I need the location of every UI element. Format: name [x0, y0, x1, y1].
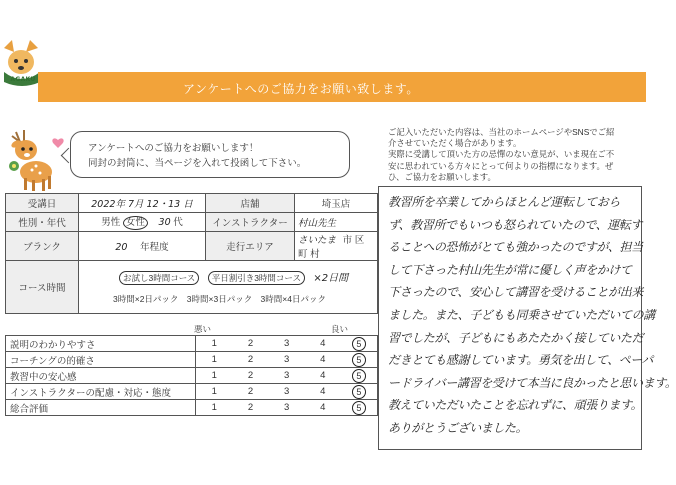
rating-value[interactable]: 3	[283, 354, 290, 365]
course-handwritten: ×2日間	[313, 273, 349, 284]
rating-option[interactable]	[305, 400, 341, 416]
gender-age-cell[interactable]	[79, 213, 206, 232]
store-label: 店舗	[206, 194, 295, 213]
notice-line: 実際に受講して頂いた方の忌憚のない意見が、いま現在ご不	[388, 149, 615, 160]
rating-option[interactable]	[269, 336, 305, 352]
info-table	[5, 193, 378, 314]
deer-mascot-icon	[2, 126, 68, 194]
date-label: 受講日	[6, 194, 79, 213]
course-cell[interactable]	[79, 261, 378, 314]
notice-line: 安に思われている方々にとって何よりの指標になります。ぜ	[388, 160, 614, 171]
notice-line: 介させていただく場合があります。	[388, 138, 522, 149]
comment-line: 教えていただいたことを忘れずに、頑張ります。	[388, 398, 643, 413]
rating-table	[5, 335, 378, 416]
scale-good-label: 良い	[331, 324, 349, 334]
comment-line: ず、教習所でもいつも怒られていたので、運転す	[388, 217, 643, 232]
notice-line: ご記入いただいた内容は、当社のホームページやSNSでご紹	[388, 127, 615, 137]
rating-option[interactable]	[341, 352, 378, 368]
blank-value[interactable]: 20	[115, 242, 128, 253]
course-trial[interactable]: お試し3時間コース	[119, 271, 199, 285]
comment-line: ードライバー講習を受けて本当に良かったと思います。	[388, 375, 676, 390]
rating-option[interactable]	[232, 400, 268, 416]
rating-label: 教習中の安心感	[6, 368, 196, 384]
comment-line: ることへの恐怖がとても強かったのですが、担当	[388, 240, 643, 255]
rating-value[interactable]: 4	[320, 338, 326, 349]
rating-value[interactable]: 4	[320, 386, 326, 397]
rating-value[interactable]: 1	[211, 338, 217, 349]
comment-line: だきとても感謝しています。勇気を出して、ペーパ	[388, 353, 654, 368]
rating-option[interactable]	[269, 400, 305, 416]
rating-value[interactable]: 2	[247, 338, 254, 349]
area-value[interactable]: さいたま	[298, 235, 337, 246]
instructor-label: インストラクター	[206, 213, 295, 232]
rating-option[interactable]	[341, 384, 378, 400]
age-value[interactable]: 30	[158, 217, 171, 228]
rating-row	[6, 336, 378, 352]
rating-option[interactable]	[232, 384, 268, 400]
rating-value[interactable]: 1	[211, 402, 217, 413]
rating-label: インストラクターの配慮・対応・態度	[6, 384, 196, 400]
rating-value[interactable]: 3	[283, 386, 290, 397]
rating-option[interactable]	[232, 336, 268, 352]
rating-option[interactable]	[232, 352, 268, 368]
notice-line: ひ、ご協力をお願いします。	[388, 171, 496, 182]
rating-value[interactable]: 2	[247, 402, 254, 413]
rating-value[interactable]: 1	[211, 370, 217, 381]
rating-value[interactable]: 1	[211, 386, 217, 397]
rating-value[interactable]: 5	[352, 385, 366, 399]
rating-value[interactable]: 1	[211, 354, 217, 365]
rating-value[interactable]: 3	[283, 402, 290, 413]
course-weekday-selected[interactable]: 平日割引き3時間コース	[208, 271, 305, 285]
comment-line: 教習所を卒業してからほとんど運転しておら	[388, 195, 621, 209]
comment-line: 下さったので、安心して講習を受けることが出来	[388, 285, 643, 300]
rating-label: コーチングの的確さ	[6, 352, 196, 368]
rating-value[interactable]: 5	[352, 369, 366, 383]
store-value: 埼玉店	[295, 194, 378, 213]
bubble-line-2: 同封の封筒に、当ページを入れて投函して下さい。	[88, 158, 307, 169]
rating-option[interactable]	[269, 352, 305, 368]
bubble-line-1: アンケートへのご協力をお願いします！	[88, 143, 259, 154]
age-unit: 代	[173, 217, 183, 228]
rating-option[interactable]	[196, 336, 233, 352]
rating-label: 説明のわかりやすさ	[6, 336, 196, 352]
rating-row	[6, 368, 378, 384]
instructor-value[interactable]: 村山先生	[295, 213, 378, 232]
gender-label: 性別・年代	[6, 213, 79, 232]
rating-value[interactable]: 3	[283, 338, 290, 349]
comment-line: して下さった村山先生が常に優しく声をかけて	[388, 262, 632, 277]
rating-value[interactable]: 5	[352, 353, 366, 367]
blank-unit: 年程度	[140, 242, 169, 253]
gender-female-selected[interactable]: 女性	[123, 216, 148, 230]
rating-option[interactable]	[341, 368, 378, 384]
rating-option[interactable]	[269, 384, 305, 400]
rating-option[interactable]	[196, 368, 233, 384]
course-options	[119, 269, 348, 285]
comment-line: 習でしたが、子どもにもあたたかく接していただ	[388, 330, 644, 345]
area-units: 市 区 町 村	[298, 235, 365, 260]
rating-value[interactable]: 4	[320, 402, 326, 413]
course-label: コース時間	[6, 261, 79, 314]
logo-text: AGAKU	[10, 76, 36, 83]
course-packs[interactable]: 3時間×2日パック 3時間×3日パック 3時間×4日パック	[113, 294, 326, 304]
area-label: 走行エリア	[206, 232, 295, 261]
rating-value[interactable]: 4	[320, 370, 326, 381]
rating-option[interactable]	[305, 336, 341, 352]
rating-option[interactable]	[269, 368, 305, 384]
rating-value[interactable]: 2	[247, 354, 254, 365]
blank-cell[interactable]	[79, 232, 206, 261]
rating-option[interactable]	[305, 352, 341, 368]
scale-bad-label: 悪い	[194, 324, 212, 334]
rating-value[interactable]: 5	[352, 337, 366, 351]
rating-value[interactable]: 3	[283, 370, 290, 381]
rating-option[interactable]	[305, 384, 341, 400]
notice-text	[388, 127, 634, 183]
rating-row	[6, 384, 378, 400]
rating-option[interactable]	[341, 336, 378, 352]
date-value[interactable]: 2022年 7月 12・13 日	[79, 194, 206, 213]
rating-value[interactable]: 2	[247, 370, 254, 381]
rating-value[interactable]: 5	[352, 401, 366, 415]
rating-option[interactable]	[196, 400, 233, 416]
rating-row	[6, 400, 378, 416]
gender-male[interactable]: 男性	[101, 217, 121, 228]
rating-option[interactable]	[196, 352, 233, 368]
rating-row	[6, 352, 378, 368]
rating-option[interactable]	[196, 384, 233, 400]
comment-line: ました。また、子どもも同乗させていただいての講	[388, 308, 655, 322]
rating-option[interactable]	[305, 368, 341, 384]
rating-value[interactable]: 2	[247, 386, 254, 397]
blank-label: ブランク	[6, 232, 79, 261]
rating-label: 総合評価	[6, 400, 196, 416]
area-cell[interactable]	[295, 232, 378, 261]
header-title: アンケートへのご協力をお願い致します。	[183, 82, 419, 96]
rating-value[interactable]: 4	[320, 354, 326, 365]
rating-option[interactable]	[232, 368, 268, 384]
rating-option[interactable]	[341, 400, 378, 416]
comment-line: ありがとうございました。	[388, 421, 528, 435]
